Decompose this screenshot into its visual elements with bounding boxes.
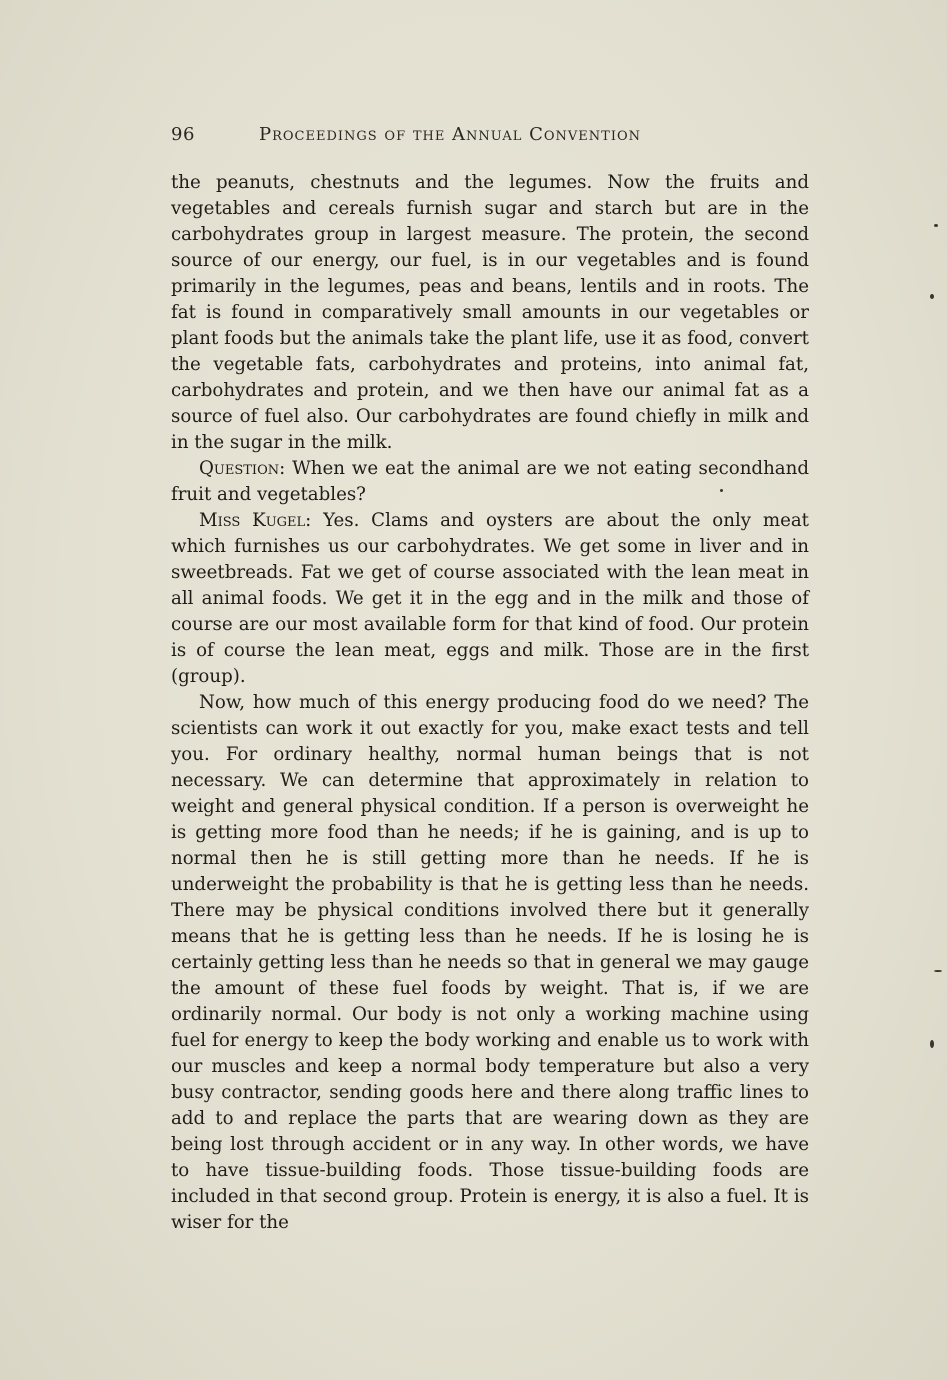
scan-speck: [934, 970, 942, 972]
running-head: [171, 124, 811, 148]
scan-speck: [930, 1040, 934, 1048]
paragraph-answer: [171, 508, 809, 690]
paragraph-text: Now, how much of this energy producing food do we need? The scientists can work it out exactly for you, make exact tests and tell you. For ordinary healthy, normal human beings that is not necessary. We can determine that approximately in relation to weight and general physical condition. If a person is overweight he is getting more food than he needs; if he is gaining, and is up to normal then he is still getting more than he needs. If he is underweight the probability is that he is getting less than he needs. There may be physical conditions involved there but it generally means that he is getting less than he needs. If he is losing he is certainly getting less than he needs so that in general we may gauge the amount of these fuel foods by weight. That is, if we are ordinarily normal. Our body is not only a working machine using fuel for energy to keep the body working and enable us to work with our muscles and keep a normal body temperature but also a very busy contractor, sending goods here and there along traffic lines to add to and replace the parts that are wearing down as they are being lost through accident or in any way. In other words, we have to have tissue-building foods. Those tissue-building foods are included in that second group. Protein is energy, it is also a fuel. It is wiser for the: [171, 692, 809, 1233]
scan-speck: [930, 294, 934, 299]
page-number: 96: [171, 124, 195, 145]
running-title: Proceedings of the Annual Convention: [259, 124, 641, 145]
paragraph-text: Yes. Clams and oysters are about the only meat which furnishes us our carbohydrates. We get some in liver and in sweetbreads. Fat we get of course associated with the lean meat in all animal foods. We get it in the egg and in the milk and those of course are our most available form for that kind of food. Our protein is of course the lean meat, eggs and milk. Those are in the first (group).: [171, 510, 809, 687]
scan-speck: [720, 489, 723, 492]
paragraph-energy-needs: [171, 690, 809, 1236]
scan-speck: [934, 224, 938, 227]
paragraph-text: the peanuts, chestnuts and the legumes. Now the fruits and vegetables and cereals furnish sugar and starch but are in the carbohydrates group in largest measure. The protein, the second source of our energy, our fuel, is in our vegetables and is found primarily in the legumes, peas and beans, lentils and in roots. The fat is found in comparatively small amounts in our vegetables or plant foods but the animals take the plant life, use it as food, convert the vegetable fats, carbohydrates and proteins, into animal fat, carbohydrates and protein, and we then have our animal fat as a source of fuel also. Our carbohydrates are found chiefly in milk and in the sugar in the milk.: [171, 172, 809, 453]
speaker-label: Miss Kugel:: [199, 510, 312, 531]
speaker-label: Question:: [199, 458, 286, 479]
paragraph-text: When we eat the animal are we not eating secondhand fruit and vegetables?: [171, 458, 809, 505]
paragraph-question: [171, 456, 809, 508]
body-text: [171, 170, 809, 1236]
paragraph-continuation: [171, 170, 809, 456]
